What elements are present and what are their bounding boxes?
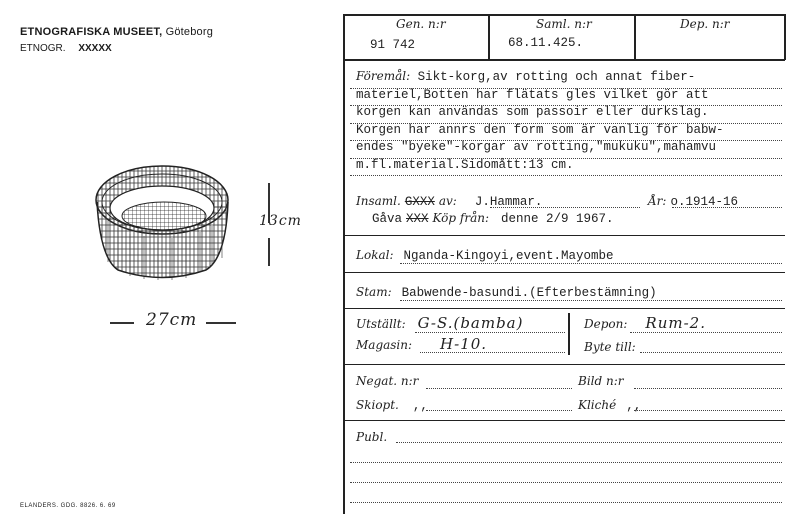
publ-label: Publ. (356, 430, 388, 444)
insaml-struck: GXXX (404, 195, 435, 209)
width-dimension-line-right (206, 322, 236, 324)
header-divider-2 (634, 14, 636, 60)
magasin-value: H-10. (440, 335, 488, 353)
utstallt-value: G-S.(bamba) (417, 314, 524, 332)
panel-divider (343, 14, 345, 514)
basket-drawing (88, 150, 238, 285)
purchase-value: denne 2/9 1967. (501, 212, 614, 226)
dep-label: Dep. n:r (680, 17, 730, 31)
department-line: ETNOGR. XXXXX (20, 43, 112, 54)
saml-label: Saml. n:r (536, 17, 592, 31)
lokal-row: Lokal: Nganda-Kingoyi,event.Mayombe (356, 248, 614, 263)
header-bottom-border (343, 59, 785, 61)
object-description: Föremål: Sikt-korg,av rotting och annat fiber- materiel,Botten har flätats gles vilket gör att korgen kan användas som passoir eller durkslag. Korgen har annrs den form som är vanlig för babw- endes "byeke"-korgar av rotting,"mukuku",mahamvu m.fl.material.Sidomått:13 cm. (356, 69, 724, 172)
skiopt-row: Skiopt. ,, (356, 398, 428, 413)
bild-label: Bild n:r (578, 374, 624, 388)
collector-value: J.Hammar. (474, 195, 543, 209)
header-divider-1 (488, 14, 490, 60)
gen-value: 91 742 (370, 38, 416, 52)
foremal-label: Föremål: (356, 69, 411, 83)
stam-row: Stam: Babwende-basundi.(Efterbestämning) (356, 285, 657, 300)
gen-label: Gen. n:r (396, 17, 446, 31)
stam-value: Babwende-basundi.(Efterbestämning) (401, 286, 657, 300)
year-value: o.1914-16 (670, 195, 738, 209)
width-dimension-line-left (110, 322, 134, 324)
negat-label: Negat. n:r (356, 374, 419, 388)
height-label: 13cm (259, 213, 302, 229)
height-dimension-line-bottom (268, 238, 270, 266)
year-row: År: o.1914-16 (648, 194, 738, 209)
printer-imprint: ELANDERS. GDG. 8826. 6. 69 (20, 503, 116, 509)
magasin-row: Magasin: H-10. (356, 335, 488, 353)
saml-value: 68.11.425. (508, 36, 584, 50)
width-label: 27cm (146, 310, 198, 330)
lokal-value: Nganda-Kingoyi,event.Mayombe (403, 249, 614, 263)
museum-name: ETNOGRAFISKA MUSEET, Göteborg (20, 26, 214, 38)
utstallt-row: Utställt: G-S.(bamba) (356, 314, 524, 332)
insaml-row: Insaml. GXXX av: J.Hammar. (356, 194, 543, 209)
byte-row: Byte till: (584, 340, 636, 354)
top-border (343, 14, 785, 16)
depon-value: Rum-2. (645, 314, 706, 332)
right-border (784, 14, 786, 60)
cliche-row: Kliché ,, (578, 398, 642, 413)
struck-department: XXXXX (78, 43, 112, 54)
depon-row: Depon: Rum-2. (584, 314, 706, 332)
gava-row: Gåva XXX Köp från: denne 2/9 1967. (372, 211, 614, 226)
